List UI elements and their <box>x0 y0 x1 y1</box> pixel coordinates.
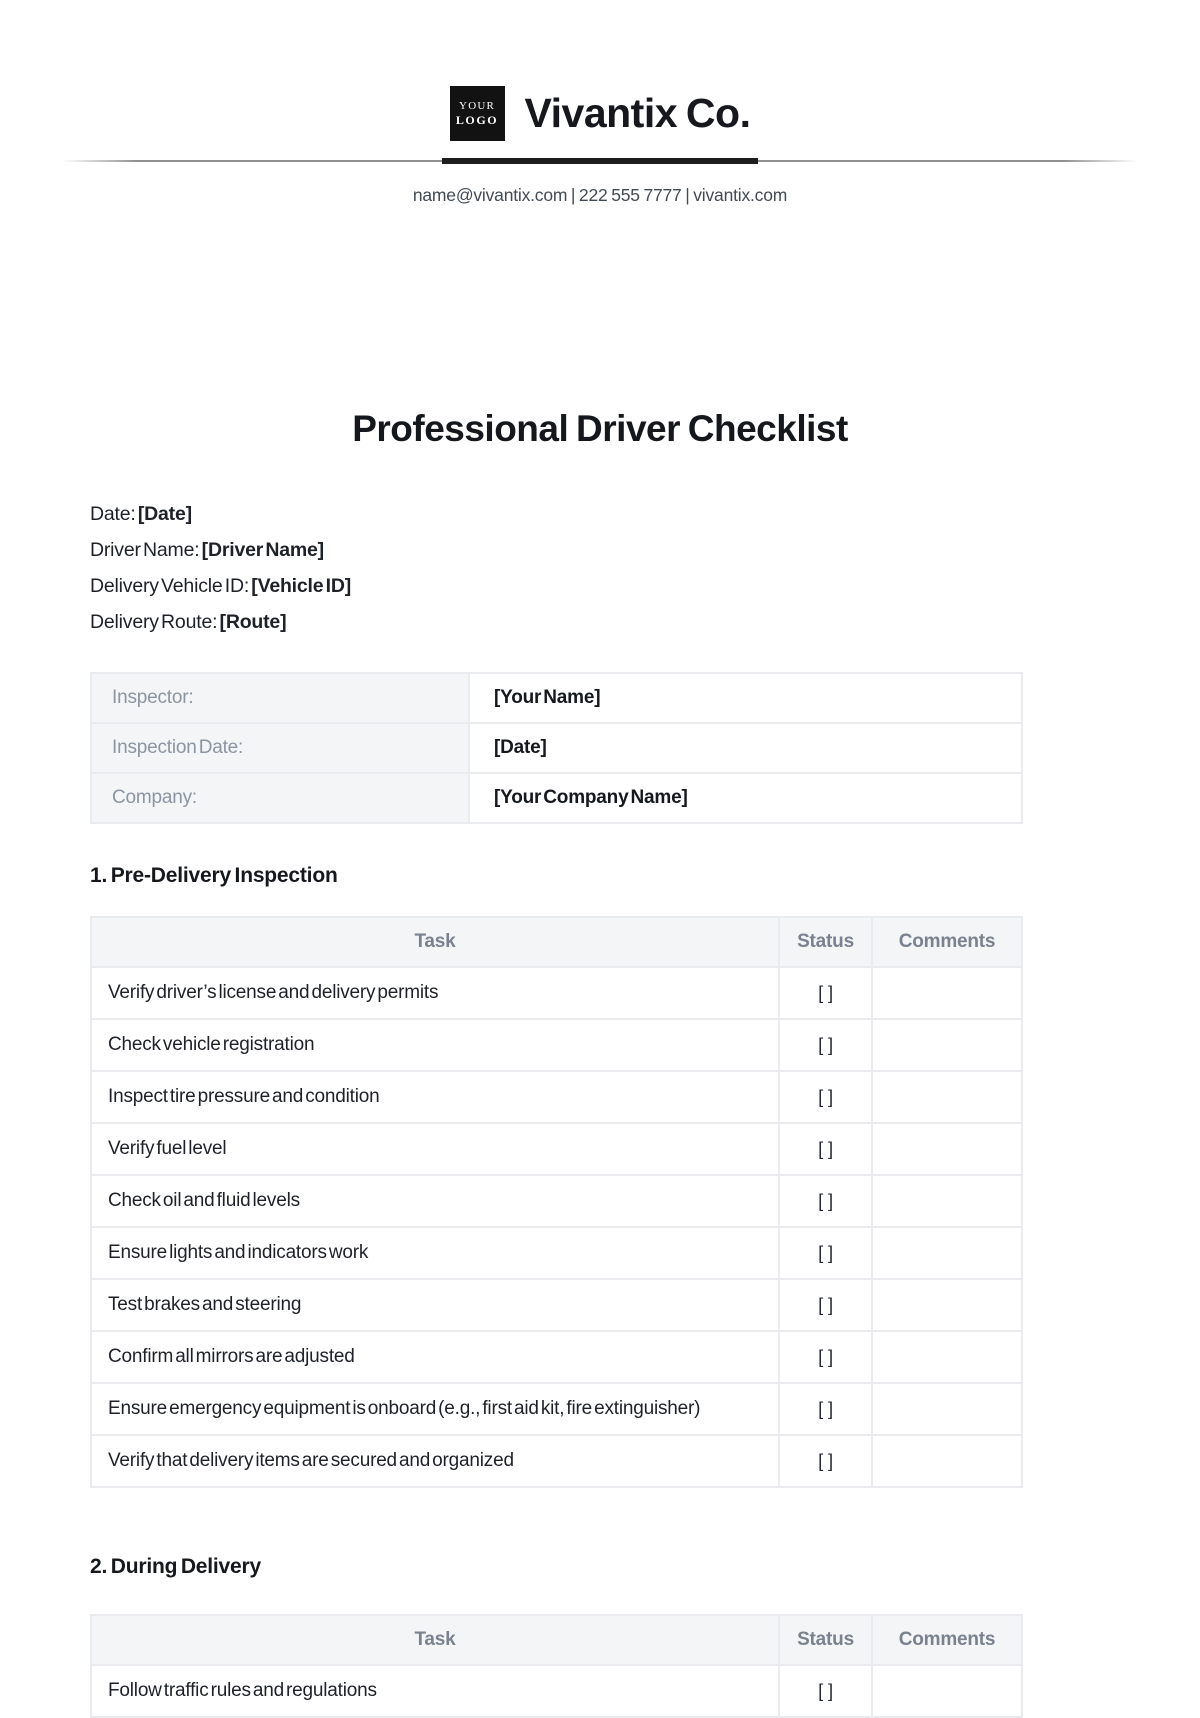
status-cell[interactable]: [ ] <box>779 1279 872 1331</box>
task-cell <box>91 1019 779 1071</box>
task-text: Inspect tire pressure and condition <box>108 1086 380 1107</box>
meta-value: [Driver Name] <box>201 539 324 561</box>
comments-cell[interactable] <box>872 1175 1022 1227</box>
task-text: Ensure emergency equipment is onboard (e.g., first aid kit, fire extinguisher) <box>108 1398 701 1419</box>
meta-line <box>90 532 1023 568</box>
info-label: Inspection Date: <box>91 723 469 773</box>
task-cell <box>91 1279 779 1331</box>
status-cell[interactable]: [ ] <box>779 1071 872 1123</box>
task-cell <box>91 1331 779 1383</box>
letterhead <box>0 86 1200 141</box>
section-during-delivery <box>90 1551 1023 1718</box>
page-title: Professional Driver Checklist <box>352 408 848 449</box>
info-value: [Date] <box>469 723 1022 773</box>
comments-cell[interactable] <box>872 1331 1022 1383</box>
col-task-header: Task <box>91 917 779 967</box>
meta-line <box>90 496 1023 532</box>
inspection-info <box>90 672 1023 824</box>
task-text: Follow traffic rules and regulations <box>108 1680 377 1701</box>
table-header-row <box>91 917 1022 967</box>
task-cell <box>91 1227 779 1279</box>
meta-line <box>90 604 1023 640</box>
section-heading: 2. During Delivery <box>90 1555 261 1578</box>
table-row <box>91 1383 1022 1435</box>
status-cell[interactable]: [ ] <box>779 1331 872 1383</box>
table-row <box>91 1175 1022 1227</box>
comments-cell[interactable] <box>872 1071 1022 1123</box>
info-label: Company: <box>91 773 469 823</box>
meta-label: Delivery Route: <box>90 611 218 633</box>
table-row <box>91 673 1022 723</box>
task-cell <box>91 1665 779 1717</box>
meta-value: [Vehicle ID] <box>251 575 352 597</box>
status-cell[interactable]: [ ] <box>779 1175 872 1227</box>
section-pre-delivery <box>90 860 1023 1488</box>
task-text: Ensure lights and indicators work <box>108 1242 369 1263</box>
table-row <box>91 1435 1022 1487</box>
task-text: Confirm all mirrors are adjusted <box>108 1346 355 1367</box>
task-cell <box>91 967 779 1019</box>
status-cell[interactable]: [ ] <box>779 1019 872 1071</box>
col-comments-header: Comments <box>872 1615 1022 1665</box>
task-text: Check oil and fluid levels <box>108 1190 300 1211</box>
comments-cell[interactable] <box>872 1123 1022 1175</box>
table-row <box>91 773 1022 823</box>
task-text: Verify that delivery items are secured and organized <box>108 1450 514 1471</box>
table-row <box>91 1123 1022 1175</box>
meta-fields <box>90 496 1023 640</box>
during-delivery-table <box>90 1614 1023 1718</box>
contact-info: name@vivantix.com | 222 555 7777 | vivantix.com <box>412 185 788 205</box>
comments-cell[interactable] <box>872 1665 1022 1717</box>
logo-text-logo: LOGO <box>455 112 499 127</box>
meta-value: [Date] <box>137 503 192 525</box>
status-cell[interactable]: [ ] <box>779 1383 872 1435</box>
status-cell[interactable]: [ ] <box>779 1435 872 1487</box>
meta-label: Date: <box>90 503 136 525</box>
comments-cell[interactable] <box>872 1019 1022 1071</box>
table-row <box>91 1227 1022 1279</box>
task-cell <box>91 1175 779 1227</box>
info-value: [Your Company Name] <box>469 773 1022 823</box>
status-cell[interactable]: [ ] <box>779 967 872 1019</box>
comments-cell[interactable] <box>872 967 1022 1019</box>
meta-line <box>90 568 1023 604</box>
table-row <box>91 1279 1022 1331</box>
meta-value: [Route] <box>219 611 287 633</box>
logo-text-your: YOUR <box>459 99 496 112</box>
divider-accent-bar <box>442 158 758 164</box>
task-cell <box>91 1123 779 1175</box>
inspection-info-table <box>90 672 1023 824</box>
table-row <box>91 723 1022 773</box>
task-text: Test brakes and steering <box>108 1294 302 1315</box>
meta-label: Delivery Vehicle ID: <box>90 575 250 597</box>
status-cell[interactable]: [ ] <box>779 1665 872 1717</box>
col-comments-header: Comments <box>872 917 1022 967</box>
table-header-row <box>91 1615 1022 1665</box>
comments-cell[interactable] <box>872 1279 1022 1331</box>
col-status-header: Status <box>779 917 872 967</box>
comments-cell[interactable] <box>872 1227 1022 1279</box>
task-text: Verify fuel level <box>108 1138 227 1159</box>
comments-cell[interactable] <box>872 1383 1022 1435</box>
meta-label: Driver Name: <box>90 539 200 561</box>
pre-delivery-table <box>90 916 1023 1488</box>
table-row <box>91 1019 1022 1071</box>
company-logo <box>450 86 505 141</box>
task-text: Check vehicle registration <box>108 1034 315 1055</box>
company-name: Vivantix Co. <box>524 90 751 136</box>
col-status-header: Status <box>779 1615 872 1665</box>
task-text: Verify driver’s license and delivery permits <box>108 982 439 1003</box>
info-value: [Your Name] <box>469 673 1022 723</box>
status-cell[interactable]: [ ] <box>779 1123 872 1175</box>
table-row <box>91 1331 1022 1383</box>
status-cell[interactable]: [ ] <box>779 1227 872 1279</box>
section-heading: 1. Pre-Delivery Inspection <box>90 864 338 887</box>
task-cell <box>91 1071 779 1123</box>
info-label: Inspector: <box>91 673 469 723</box>
header-divider <box>0 158 1200 166</box>
task-cell <box>91 1383 779 1435</box>
col-task-header: Task <box>91 1615 779 1665</box>
table-row <box>91 1071 1022 1123</box>
inspection-info-body <box>91 673 1022 823</box>
table-row <box>91 967 1022 1019</box>
task-cell <box>91 1435 779 1487</box>
comments-cell[interactable] <box>872 1435 1022 1487</box>
table-row <box>91 1665 1022 1717</box>
